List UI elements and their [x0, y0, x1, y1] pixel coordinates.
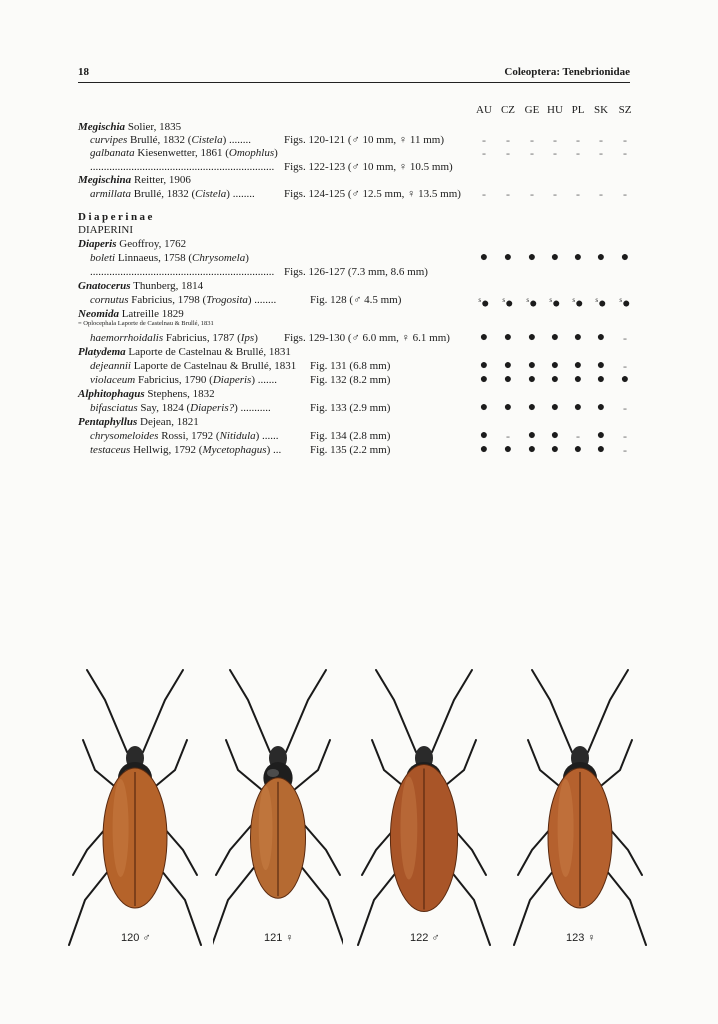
- distribution-mark: ●: [479, 250, 489, 265]
- leader-dots: ...................................................................: [90, 161, 275, 173]
- list-row: [78, 401, 638, 415]
- presence-dot: ●: [529, 296, 538, 312]
- presence-dot: ●: [505, 296, 514, 312]
- distribution-mark: ●: [573, 442, 583, 457]
- author-close: ) ........: [247, 294, 277, 306]
- country-column-hu: HU: [547, 104, 563, 116]
- row-name: [78, 345, 291, 359]
- genus-name: Pentaphyllus: [78, 416, 138, 428]
- row-name: [78, 173, 191, 187]
- figure-reference: Figs. 122-123 (♂ 10 mm, ♀ 10.5 mm): [284, 161, 453, 173]
- distribution-mark: -: [599, 146, 603, 160]
- distribution-mark: ●: [620, 372, 630, 387]
- distribution-mark: ●: [596, 372, 606, 387]
- author-close: ) .......: [251, 374, 277, 386]
- row-name: [90, 359, 296, 373]
- genus-author: Geoffroy, 1762: [116, 238, 187, 250]
- list-row: [78, 359, 638, 373]
- species-author: Linnaeus, 1758 (: [115, 252, 193, 264]
- distribution-mark: -: [576, 429, 580, 443]
- figure-label: 122 ♂: [410, 932, 440, 944]
- genus-author: Latreille 1829: [118, 308, 184, 320]
- figure-label: 121 ♀: [264, 932, 294, 944]
- row-name: [90, 331, 258, 345]
- figure-label: 123 ♀: [566, 932, 596, 944]
- species-author: Fabricius, 1790 (: [135, 374, 213, 386]
- distribution-mark: ●: [503, 250, 513, 265]
- distribution-mark: -: [530, 146, 534, 160]
- distribution-mark: ●: [503, 400, 513, 415]
- distribution-mark: -: [576, 133, 580, 147]
- page-number: 18: [78, 66, 89, 78]
- author-close: ): [254, 332, 258, 344]
- distribution-mark: ●: [479, 358, 489, 373]
- list-row: [78, 415, 638, 429]
- author-close: ) ...........: [234, 402, 271, 414]
- subfamily-name: Diaperinae: [78, 211, 155, 223]
- list-row: [78, 320, 638, 328]
- row-name: [90, 133, 251, 147]
- presence-dot: ●: [481, 296, 490, 312]
- row-name: [78, 415, 199, 429]
- distribution-mark: -: [623, 133, 627, 147]
- list-row: [78, 307, 638, 321]
- figure-reference: Fig. 133 (2.9 mm): [310, 402, 391, 414]
- figure-label: 120 ♂: [121, 932, 151, 944]
- distribution-mark: ●: [479, 372, 489, 387]
- distribution-mark: ●: [573, 400, 583, 415]
- distribution-mark: -: [576, 146, 580, 160]
- row-name: [78, 387, 215, 401]
- species-name: chrysomeloides: [90, 430, 159, 442]
- distribution-mark: ●: [596, 442, 606, 457]
- row-name: [90, 443, 281, 457]
- figure-reference: Figs. 126-127 (7.3 mm, 8.6 mm): [284, 266, 428, 278]
- list-row: [78, 265, 638, 279]
- species-name: cornutus: [90, 294, 129, 306]
- distribution-mark: ●: [550, 442, 560, 457]
- author-close: ): [245, 252, 249, 264]
- list-row: [78, 133, 638, 147]
- distribution-mark: ●: [573, 250, 583, 265]
- distribution-mark: -: [599, 133, 603, 147]
- original-genus: Nitidula: [219, 430, 256, 442]
- list-row: [78, 210, 638, 224]
- genus-name: Megischina: [78, 174, 132, 186]
- distribution-mark: -: [553, 146, 557, 160]
- distribution-mark: -: [482, 187, 486, 201]
- genus-author: Solier, 1835: [125, 121, 182, 133]
- genus-name: Neomida: [78, 308, 119, 320]
- species-author: Hellwig, 1792 (: [130, 444, 203, 456]
- running-header: [78, 66, 630, 83]
- distribution-mark: -: [599, 187, 603, 201]
- figure-reference: Fig. 135 (2.2 mm): [310, 444, 391, 456]
- distribution-mark: -: [623, 429, 627, 443]
- leader-dots: ...................................................................: [90, 266, 275, 278]
- list-row: [78, 173, 638, 187]
- author-close: ) ........: [226, 188, 255, 200]
- presence-dot: ●: [598, 296, 607, 312]
- author-close: ): [274, 147, 278, 159]
- distribution-mark: ●: [527, 400, 537, 415]
- row-name: [78, 210, 155, 224]
- distribution-mark: -: [576, 187, 580, 201]
- distribution-mark: -: [623, 359, 627, 373]
- list-row: [78, 279, 638, 293]
- species-author: Fabricius, 1787 (: [163, 332, 241, 344]
- row-name: [90, 160, 274, 174]
- distribution-mark: ●: [596, 330, 606, 345]
- synanthropic-mark: s: [619, 296, 623, 304]
- distribution-mark: ●: [596, 400, 606, 415]
- row-name: [78, 120, 181, 134]
- distribution-mark: ●: [527, 358, 537, 373]
- original-genus: Diaperis: [212, 374, 252, 386]
- row-name: [78, 320, 214, 328]
- species-name: curvipes: [90, 134, 128, 146]
- species-name: galbanata: [90, 147, 135, 159]
- distribution-mark: ●: [596, 428, 606, 443]
- running-title: Coleoptera: Tenebrionidae: [504, 66, 630, 78]
- synanthropic-mark: s: [526, 296, 530, 304]
- distribution-mark: ●: [503, 372, 513, 387]
- country-column-au: AU: [476, 104, 492, 116]
- distribution-mark: ●: [596, 358, 606, 373]
- genus-name: Alphitophagus: [78, 388, 145, 400]
- row-name: [78, 279, 203, 293]
- row-name: [78, 307, 184, 321]
- genus-name: Diaperis: [78, 238, 117, 250]
- genus-name: Platydema: [78, 346, 126, 358]
- species-name: bifasciatus: [90, 402, 138, 414]
- distribution-mark: -: [482, 146, 486, 160]
- figure-reference: Fig. 128 (♂ 4.5 mm): [310, 294, 402, 306]
- country-column-sk: SK: [593, 104, 609, 116]
- author-close: ) ......: [255, 430, 279, 442]
- figure-reference: Fig. 134 (2.8 mm): [310, 430, 391, 442]
- distribution-mark: -: [530, 133, 534, 147]
- distribution-mark: -: [506, 429, 510, 443]
- distribution-mark: ●: [479, 330, 489, 345]
- figure-reference: Figs. 124-125 (♂ 12.5 mm, ♀ 13.5 mm): [284, 188, 461, 200]
- genus-author: Reitter, 1906: [131, 174, 191, 186]
- species-author: Rossi, 1792 (: [158, 430, 220, 442]
- distribution-mark: -: [506, 133, 510, 147]
- distribution-mark: ●: [550, 330, 560, 345]
- row-name: [90, 146, 278, 160]
- list-row: [78, 387, 638, 401]
- species-author: Kiesenwetter, 1861 (: [134, 147, 229, 159]
- distribution-mark: ●: [527, 442, 537, 457]
- distribution-mark: -: [623, 401, 627, 415]
- figure-reference: Figs. 129-130 (♂ 6.0 mm, ♀ 6.1 mm): [284, 332, 450, 344]
- species-author: Say, 1824 (: [137, 402, 191, 414]
- synanthropic-mark: s: [572, 296, 576, 304]
- beetle-illustration: [338, 660, 510, 950]
- genus-author: Stephens, 1832: [144, 388, 215, 400]
- row-name: [90, 187, 255, 201]
- distribution-mark: -: [506, 187, 510, 201]
- original-genus: Trogosita: [206, 294, 248, 306]
- synanthropic-mark: s: [595, 296, 599, 304]
- list-row: [78, 251, 638, 265]
- distribution-mark: ●: [479, 442, 489, 457]
- distribution-mark: ●: [573, 358, 583, 373]
- distribution-mark: ●: [527, 250, 537, 265]
- figure-reference: Figs. 120-121 (♂ 10 mm, ♀ 11 mm): [284, 134, 445, 146]
- original-genus: Chrysomela: [192, 252, 246, 264]
- distribution-mark: ●: [596, 250, 606, 265]
- row-name: [90, 429, 279, 443]
- distribution-mark: -: [553, 133, 557, 147]
- original-genus: Mycetophagus: [202, 444, 267, 456]
- species-author: Fabricius, 1798 (: [128, 294, 207, 306]
- synanthropic-mark: s: [502, 296, 506, 304]
- synanthropic-mark: s: [549, 296, 553, 304]
- row-name: [90, 293, 276, 307]
- country-columns-header: [468, 104, 634, 118]
- row-name: [90, 265, 274, 279]
- distribution-mark: -: [482, 133, 486, 147]
- genus-author: Laporte de Castelnau & Brullé, 1831: [125, 346, 291, 358]
- list-row: [78, 146, 638, 160]
- presence-dot: ●: [552, 296, 561, 312]
- beetle-illustration: [55, 660, 215, 950]
- original-genus: Ips: [240, 332, 255, 344]
- list-row: [78, 120, 638, 134]
- distribution-mark: ●: [479, 400, 489, 415]
- distribution-mark: -: [623, 187, 627, 201]
- list-row: [78, 443, 638, 457]
- country-column-cz: CZ: [500, 104, 516, 116]
- distribution-mark: ●: [527, 372, 537, 387]
- species-name: boleti: [90, 252, 116, 264]
- country-column-pl: PL: [571, 104, 585, 116]
- genus-author: Dejean, 1821: [137, 416, 199, 428]
- species-name: testaceus: [90, 444, 131, 456]
- distribution-mark: -: [623, 146, 627, 160]
- distribution-mark: ●: [550, 250, 560, 265]
- species-name: haemorrhoidalis: [90, 332, 164, 344]
- list-row: [78, 187, 638, 201]
- distribution-mark: ●: [503, 358, 513, 373]
- distribution-mark: ●: [550, 400, 560, 415]
- distribution-mark: ●: [527, 428, 537, 443]
- figure-reference: Fig. 131 (6.8 mm): [310, 360, 391, 372]
- country-column-sz: SZ: [618, 104, 632, 116]
- species-author: Laporte de Castelnau & Brullé, 1831: [130, 360, 297, 372]
- original-genus: Diaperis?: [190, 402, 235, 414]
- distribution-mark: -: [530, 187, 534, 201]
- figure-reference: Fig. 132 (8.2 mm): [310, 374, 391, 386]
- list-row: [78, 237, 638, 251]
- distribution-mark: ●: [550, 358, 560, 373]
- beetle-illustration: [500, 660, 660, 950]
- distribution-mark: ●: [479, 428, 489, 443]
- distribution-mark: ●: [503, 442, 513, 457]
- species-name: dejeannii: [90, 360, 131, 372]
- row-name: [78, 237, 186, 251]
- tribe-name: DIAPERINI: [78, 224, 133, 236]
- row-name: [90, 251, 249, 265]
- distribution-mark: ●: [550, 372, 560, 387]
- synanthropic-mark: s: [478, 296, 482, 304]
- list-row: [78, 160, 638, 174]
- row-name: [90, 401, 271, 415]
- author-close: ) ...: [266, 444, 282, 456]
- distribution-mark: -: [553, 187, 557, 201]
- distribution-mark: ●: [503, 330, 513, 345]
- species-name: armillata: [90, 188, 131, 200]
- list-row: [78, 331, 638, 345]
- genus-name: Gnatocerus: [78, 280, 131, 292]
- original-genus: Cistela: [195, 188, 227, 200]
- species-author: Brullé, 1832 (: [130, 188, 196, 200]
- beetle-illustration: [213, 660, 343, 950]
- genus-name: Megischia: [78, 121, 126, 133]
- species-name: violaceum: [90, 374, 136, 386]
- list-row: [78, 429, 638, 443]
- row-name: [78, 223, 133, 237]
- species-author: Brullé, 1832 (: [127, 134, 192, 146]
- distribution-mark: ●: [620, 250, 630, 265]
- presence-dot: ●: [622, 296, 631, 312]
- original-genus: Omophlus: [228, 147, 275, 159]
- original-genus: Cistela: [191, 134, 223, 146]
- distribution-mark: ●: [573, 330, 583, 345]
- distribution-mark: -: [623, 331, 627, 345]
- distribution-mark: ●: [573, 372, 583, 387]
- distribution-mark: ●: [550, 428, 560, 443]
- list-row: [78, 293, 638, 312]
- synonym-note: = Oplocephala Laporte de Castelnau & Brullé, 1831: [78, 320, 214, 327]
- distribution-mark: ●: [527, 330, 537, 345]
- presence-dot: ●: [575, 296, 584, 312]
- country-column-ge: GE: [524, 104, 540, 116]
- distribution-mark: -: [623, 443, 627, 457]
- author-close: ) ........: [222, 134, 252, 146]
- list-row: [78, 223, 638, 237]
- genus-author: Thunberg, 1814: [130, 280, 204, 292]
- list-row: [78, 345, 638, 359]
- distribution-mark: -: [506, 146, 510, 160]
- row-name: [90, 373, 277, 387]
- list-row: [78, 373, 638, 387]
